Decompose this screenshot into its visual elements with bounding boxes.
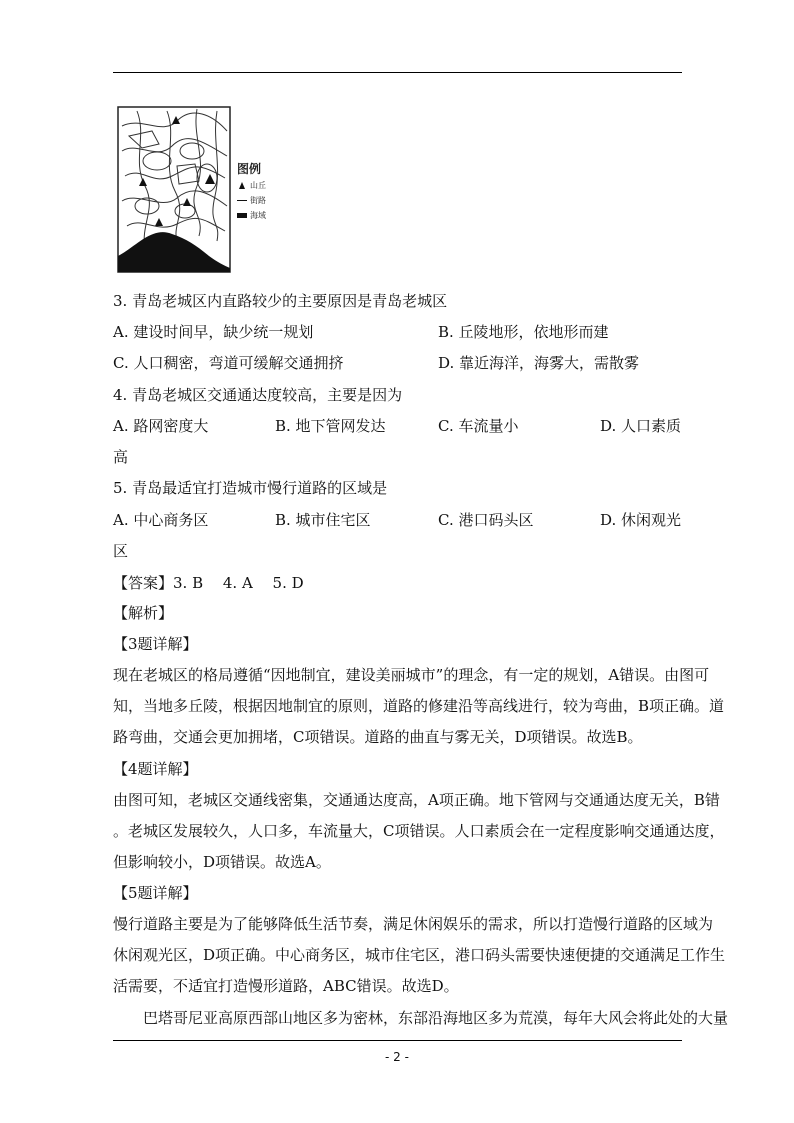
header-rule <box>113 72 682 73</box>
q5-detail-line: 休闲观光区，D项正确。中心商务区，城市住宅区，港口码头需要快速便捷的交通满足工作生 <box>113 946 726 964</box>
question-4-option-d-wrap: 高 <box>113 448 129 466</box>
question-5-stem: 5. 青岛最适宜打造城市慢行道路的区域是 <box>113 479 388 497</box>
legend-item-sea: 海域 <box>237 210 266 221</box>
legend-item-street: 街路 <box>237 195 266 206</box>
q3-detail-line: 现在老城区的格局遵循“因地制宜，建设美丽城市”的理念，有一定的规划，A错误。由图可 <box>113 666 710 684</box>
question-3-stem: 3. 青岛老城区内直路较少的主要原因是青岛老城区 <box>113 292 448 310</box>
question-3-option-a: A. 建设时间早，缺少统一规划 <box>113 323 314 341</box>
question-5-option-c: C. 港口码头区 <box>438 511 534 529</box>
question-3-option-d: D. 靠近海洋，海雾大，需散雾 <box>438 354 640 372</box>
q3-detail-line: 知，当地多丘陵，根据因地制宜的原则，道路的修建沿等高线进行，较为弯曲，B项正确。道 <box>113 697 725 715</box>
question-3-option-b: B. 丘陵地形，依地形而建 <box>438 323 609 341</box>
hill-triangle-icon <box>239 182 245 189</box>
question-4-option-c: C. 车流量小 <box>438 417 519 435</box>
question-5-option-a: A. 中心商务区 <box>113 511 209 529</box>
question-4-option-b: B. 地下管网发达 <box>275 417 386 435</box>
footer-rule <box>113 1040 682 1041</box>
map-legend <box>237 160 266 221</box>
q4-detail-line: 由图可知，老城区交通线密集，交通通达度高，A项正确。地下管网与交通通达度无关，B错 <box>113 791 720 809</box>
legend-item-hill: 山丘 <box>237 180 266 191</box>
q3-detail-line: 路弯曲，交通会更加拥堵，C项错误。道路的曲直与雾无关，D项错误。故选B。 <box>113 728 643 746</box>
q4-detail-line: 但影响较小，D项错误。故选A。 <box>113 853 331 871</box>
q5-detail-heading: 【5题详解】 <box>113 884 198 902</box>
page-number: - 2 - <box>385 1050 409 1064</box>
question-5-option-d-wrap: 区 <box>113 542 129 560</box>
legend-title: 图例 <box>237 162 262 176</box>
question-4-option-d: D. 人口素质 <box>600 417 682 435</box>
question-4-stem: 4. 青岛老城区交通通达度较高，主要是因为 <box>113 386 403 404</box>
q4-detail-heading: 【4题详解】 <box>113 760 198 778</box>
q5-detail-line: 活需要，不适宜打造慢形道路，ABC错误。故选D。 <box>113 977 459 995</box>
question-4-option-a: A. 路网密度大 <box>113 417 209 435</box>
analysis-label: 【解析】 <box>113 604 174 622</box>
sea-block-icon <box>237 213 247 218</box>
answer-line: 【答案】3. B 4. A 5. D <box>113 574 304 592</box>
question-5-option-b: B. 城市住宅区 <box>275 511 371 529</box>
street-line-icon <box>237 200 247 201</box>
question-5-option-d: D. 休闲观光 <box>600 511 682 529</box>
q3-detail-heading: 【3题详解】 <box>113 635 198 653</box>
question-3-option-c: C. 人口稠密，弯道可缓解交通拥挤 <box>113 354 344 372</box>
q4-detail-line: 。老城区发展较久，人口多，车流量大，C项错误。人口素质会在一定程度影响交通通达度， <box>113 822 725 840</box>
qingdao-old-city-map <box>117 106 287 274</box>
next-paragraph: 巴塔哥尼亚高原西部山地区多为密林，东部沿海地区多为荒漠，每年大风会将此处的大量 <box>143 1009 729 1027</box>
q5-detail-line: 慢行道路主要是为了能够降低生活节奏，满足休闲娱乐的需求，所以打造慢行道路的区域为 <box>113 915 714 933</box>
